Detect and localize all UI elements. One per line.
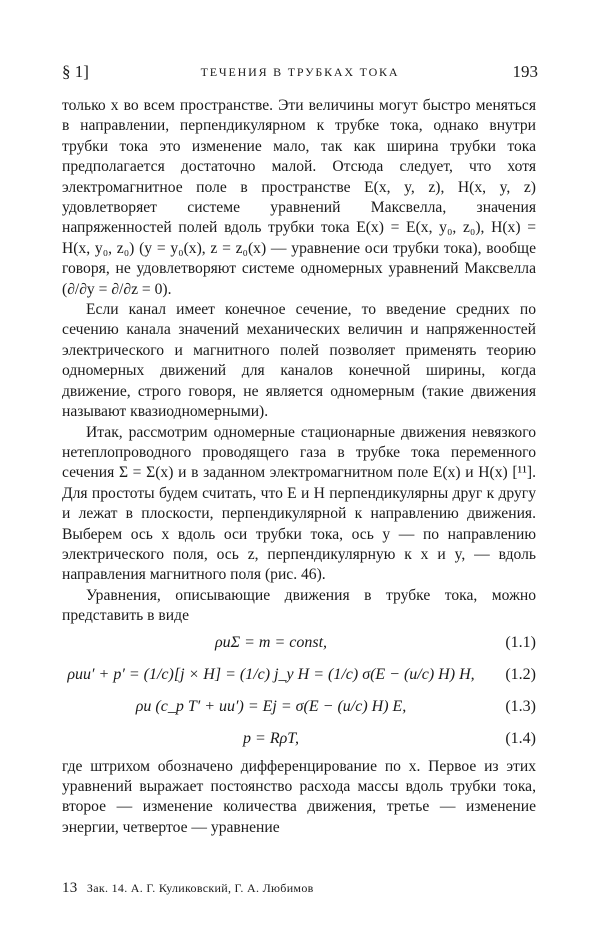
equation-1-1: [62, 629, 536, 659]
running-title: ТЕЧЕНИЯ В ТРУБКАХ ТОКА: [200, 65, 400, 79]
equation-expression: ρuΣ = m = const,: [214, 633, 328, 651]
paragraph-equations-intro: Уравнения, описывающие движения в трубке тока, можно представить в виде: [62, 586, 536, 625]
equation-number: (1.4): [505, 729, 536, 747]
signature-text: Зак. 14. А. Г. Куликовский, Г. А. Любимов: [86, 881, 314, 895]
paragraph-continuation: только x во всем пространстве. Эти величины могут быстро меняться в направлении, перпендикулярном к трубке тока, однако внутри трубки тока это изменение мало, так как ширина трубки тока предполагается достаточно малой. Отсюда следует, что хотя электромагнитное поле в пространстве E(x, y, z), H(x, y, z) удовлетворяет системе уравнений Максвелла, значения напряженностей полей вдоль трубки тока E(x) = E(x, y₀, z₀), H(x) = H(x, y₀, z₀) (y = y₀(x), z = z₀(x) — уравнение оси трубки тока), вообще говоря, не удовлетворяют системе одномерных уравнений Максвелла (∂/∂y = ∂/∂z = 0).: [62, 97, 536, 298]
equation-expression: ρu (c_p T′ + uu′) = Ej = σ(E − (u/c) H) E,: [135, 697, 407, 715]
equation-number: (1.3): [505, 697, 536, 715]
equation-expression: ρuu′ + p′ = (1/c)[j × H] = (1/c) j_y H = (1/c) σ(E − (u/c) H) H,: [67, 665, 475, 683]
equation-1-3: [62, 693, 536, 723]
paragraph-setup: Итак, рассмотрим одномерные стационарные движения невязкого нетеплопроводного проводящего газа в трубке тока переменного сечения Σ = Σ(x) и в заданном электромагнитном поле E(x) и H(x) [¹¹]. Для простоты будем считать, что E и H перпендикулярны друг к другу и лежат в плоскости, перпендикулярной к направлению движения. Выберем ось x вдоль оси трубки тока, ось y — по направлению электрического поля, ось z, перпендикулярную к x и y, — вдоль направления магнитного поля (рис. 46).: [62, 423, 536, 584]
section-marker: § 1]: [62, 62, 89, 81]
equation-expression: p = RρT,: [243, 729, 299, 747]
equation-number: (1.2): [505, 665, 536, 683]
page-body: [62, 96, 536, 838]
paragraph-channel: Если канал имеет конечное сечение, то введение средних по сечению канала значений механических величин и напряженностей электрического и магнитного полей позволяет применять теорию одномерных движений для каналов конечной ширины, когда движение, строго говоря, не является одномерным (такие движения называют квазиодномерными).: [62, 301, 536, 421]
equation-1-2: [62, 661, 536, 691]
signature-footnote: [62, 880, 314, 897]
running-header: [62, 62, 538, 86]
equation-number: (1.1): [505, 633, 536, 651]
signature-number: 13: [62, 880, 78, 896]
page-number: 193: [512, 62, 538, 81]
paragraph-closing: где штрихом обозначено дифференцирование по x. Первое из этих уравнений выражает постоянство расхода массы вдоль трубки тока, второе — изменение количества движения, третье — изменение энергии, четвертое — уравнение: [62, 757, 536, 836]
equation-1-4: [62, 725, 536, 755]
